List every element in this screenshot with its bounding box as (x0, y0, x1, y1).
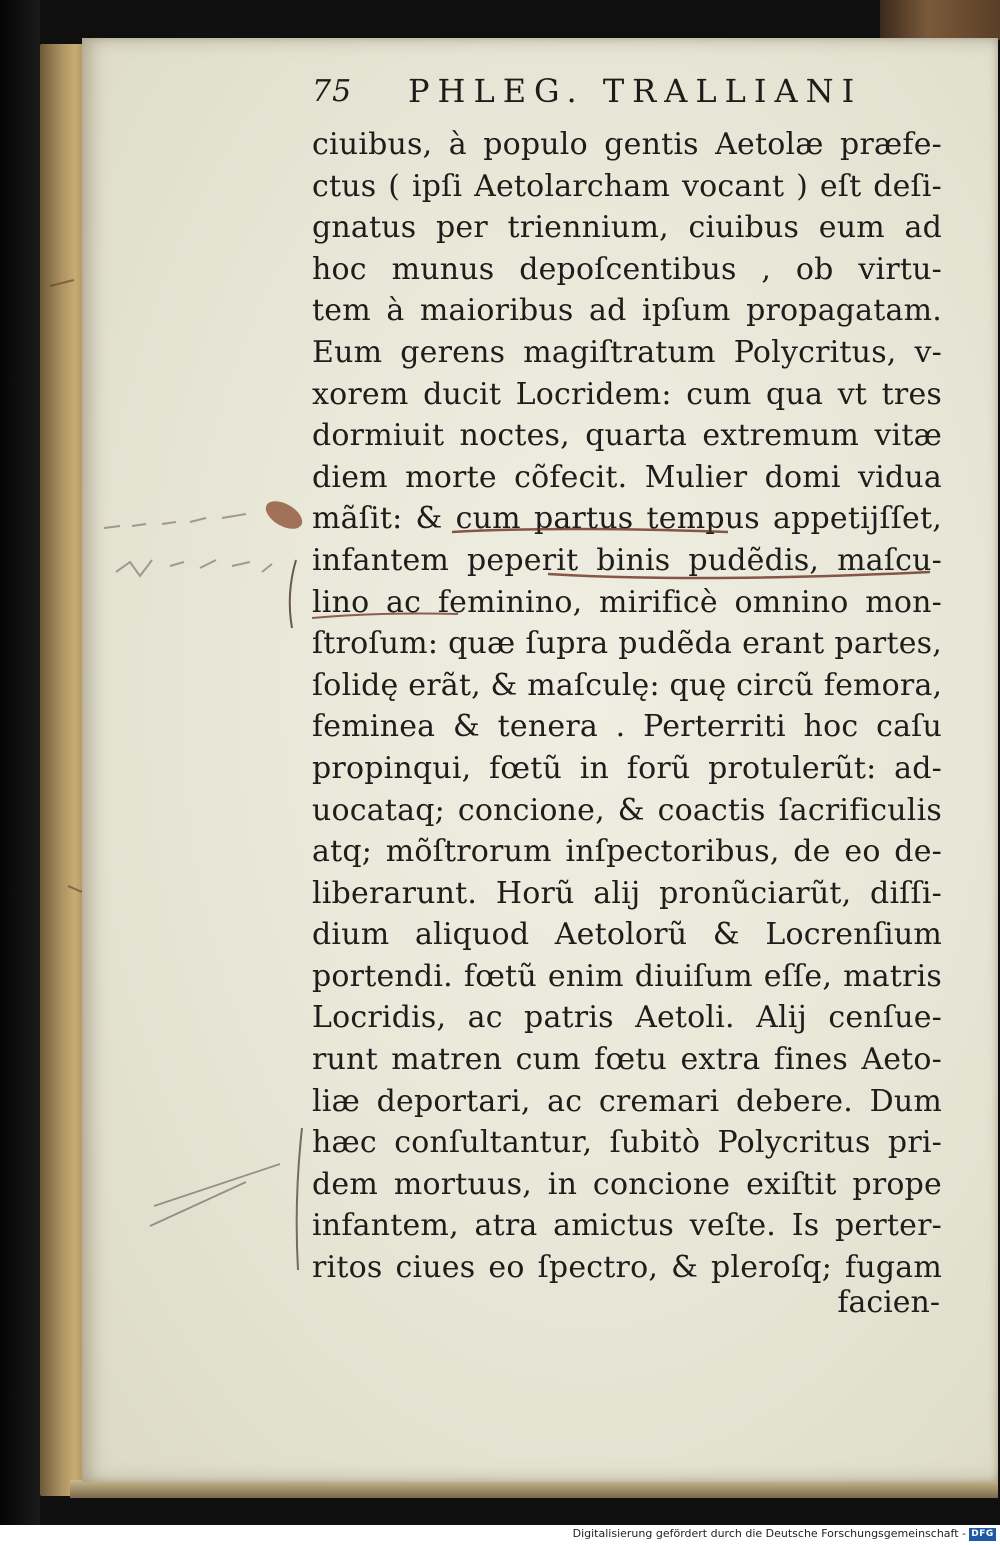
text-line: atq; mõſtrorum inſpectoribus, de eo de- (312, 834, 942, 870)
text-line: ctus ( ipſi Aetolarcham vocant ) eſt deſi- (312, 168, 942, 204)
text-line: hæc conſultantur, ſubitò Polycritus pri- (312, 1125, 942, 1161)
text-line: gnatus per triennium, ciuibus eum ad (312, 210, 942, 246)
text-line: ciuibus, à populo gentis Aetolæ præfe- (312, 127, 942, 162)
text-line: infantem peperit binis pudẽdis, maſcu- (312, 542, 942, 578)
text-line: ritos ciues eo ſpectro, & pleroſq; fugam (312, 1250, 942, 1286)
digitization-credit: Digitalisierung gefördert durch die Deutsche Forschungsgemeinschaft - (572, 1527, 966, 1540)
text-line: hoc munus depoſcentibus , ob virtu- (312, 251, 942, 287)
running-head (312, 72, 952, 112)
text-line: liæ deportari, ac cremari debere. Dum (312, 1083, 942, 1119)
page-number: 75 (312, 74, 353, 109)
text-line: liberarunt. Horũ alij pronũciarũt, diſſi- (312, 875, 942, 911)
text-line: ſolidę erãt, & maſculę: quę circũ femora, (312, 667, 942, 703)
page-bottom-edge (70, 1480, 998, 1498)
text-line: mãſit: & cum partus tempus appetijſſet, (312, 501, 942, 537)
text-line: runt matren cum fœtu extra fines Aeto- (312, 1042, 942, 1078)
book-spine-shadow (0, 0, 40, 1525)
binding-top-strip (880, 0, 1000, 40)
dfg-logo: DFG (969, 1528, 996, 1541)
text-line: uocataq; concione, & coactis ſacrificulis (312, 792, 942, 828)
text-line: feminea & tenera . Perterriti hoc caſu (312, 709, 942, 745)
text-line: Eum gerens magiſtratum Polycritus, v- (312, 334, 942, 370)
text-line: lino ac feminino, mirificè omnino mon- (312, 584, 942, 620)
text-line: Locridis, ac patris Aetoli. Alij cenſue- (312, 1000, 942, 1036)
body-text (312, 124, 942, 1289)
text-line: dem mortuus, in concione exiſtit prope (312, 1166, 942, 1202)
catchword: facien- (837, 1285, 940, 1320)
footer-bar (0, 1525, 1000, 1545)
text-line: tem à maioribus ad ipſum propagatam. (312, 293, 942, 329)
running-title: PHLEG. TRALLIANI (408, 72, 863, 110)
text-line: dormiuit noctes, quarta extremum vitæ (312, 418, 942, 454)
text-line: diem morte cõfecit. Mulier domi vidua (312, 459, 942, 495)
text-line: ſtroſum: quæ ſupra pudẽda erant partes, (312, 626, 942, 662)
text-line: propinqui, fœtũ in forũ protulerũt: ad- (312, 750, 942, 786)
text-line: xorem ducit Locridem: cum qua vt tres (312, 376, 942, 412)
text-line: infantem, atra amictus veſte. Is perter- (312, 1208, 942, 1244)
text-line: portendi. fœtũ enim diuiſum eſſe, matris (312, 958, 942, 994)
text-line: dium aliquod Aetolorũ & Locrenſium (312, 917, 942, 953)
